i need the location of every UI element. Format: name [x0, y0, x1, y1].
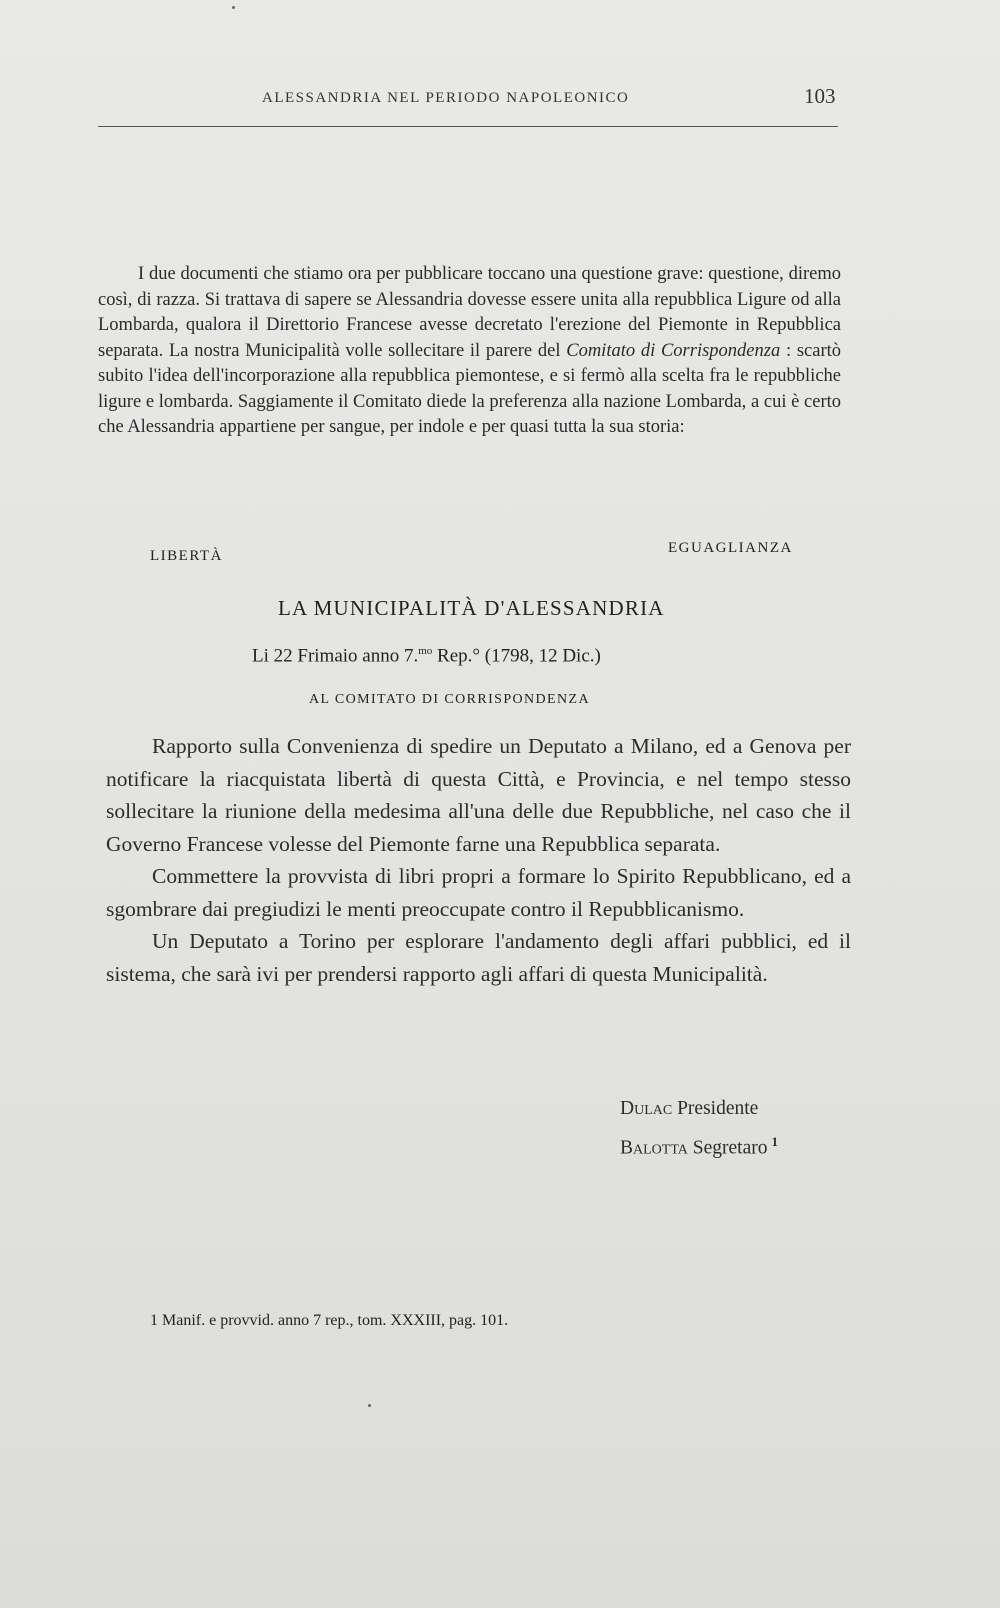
signature-role: Segretaro: [692, 1137, 768, 1159]
intro-text-part1: I due documenti che stiamo ora per pubblicare toccano una questione grave: questione, diremo così, di razza. Si trattava di sapere se Alessandria dovesse essere unita alla repubblica Ligure od alla Lombarda, qualora il Direttorio Francese avesse decretato l'erezione del Piemonte in Repubblica separata. La nostra Municipalità volle sollecitare il parere del: [98, 264, 841, 361]
intro-text-part2: : scartò subito l'idea dell'incorporazione alla repubblica piemontese, e si fermò alla scelta fra le repubbliche ligure e lombarda. Saggiamente il Comitato diede la preferenza alla nazione Lombarda, a cui è certo che Alessandria appartiene per sangue, per indole e per quasi tutta la sua storia:: [98, 340, 842, 437]
signature-secretary: [620, 1134, 778, 1160]
document-date: [252, 645, 601, 667]
paper-speck: [232, 6, 235, 9]
letter-body: [106, 730, 851, 990]
footnote-marker: 1: [771, 1134, 778, 1149]
date-prefix: Li 22 Frimaio anno 7.: [252, 645, 419, 667]
intro-paragraph: [98, 262, 841, 441]
signature-president: [620, 1098, 758, 1120]
intro-italic-committee: Comitato di Corrispondenza: [566, 340, 781, 361]
running-title: ALESSANDRIA NEL PERIODO NAPOLEONICO: [262, 90, 630, 106]
page-number: 103: [804, 84, 836, 108]
letter-paragraph: Commettere la provvista di libri propri a formare lo Spirito Repubblicano, ed a sgombrare dai pregiudizi le menti preoccupate contro il Repubblicanismo.: [106, 864, 851, 921]
signature-name: Balotta: [620, 1137, 688, 1159]
document-title: LA MUNICIPALITÀ D'ALESSANDRIA: [278, 596, 665, 620]
date-suffix: Rep.° (1798, 12 Dic.): [437, 645, 601, 667]
letter-paragraph: Un Deputato a Torino per esplorare l'andamento degli affari pubblici, ed il sistema, che sarà ivi per prendersi rapporto agli affari di questa Municipalità.: [106, 929, 851, 986]
header-rule: [98, 126, 838, 127]
paper-speck: [368, 1404, 371, 1407]
motto-liberta: LIBERTÀ: [150, 548, 223, 564]
signature-role: Presidente: [677, 1098, 759, 1119]
signature-name: Dulac: [620, 1098, 673, 1119]
date-superscript: mo: [418, 645, 433, 657]
footnote: 1 Manif. e provvid. anno 7 rep., tom. XXXIII, pag. 101.: [150, 1312, 509, 1329]
motto-eguaglianza: EGUAGLIANZA: [668, 540, 793, 556]
letter-paragraph: Rapporto sulla Convenienza di spedire un Deputato a Milano, ed a Genova per notificare la riacquistata libertà di questa Città, e Provincia, e nel tempo stesso sollecitare la riunione della medesima all'una delle due Repubbliche, nel caso che il Governo Francese volesse del Piemonte farne una Repubblica separata.: [106, 734, 851, 856]
document-addressee: AL COMITATO DI CORRISPONDENZA: [309, 692, 590, 707]
